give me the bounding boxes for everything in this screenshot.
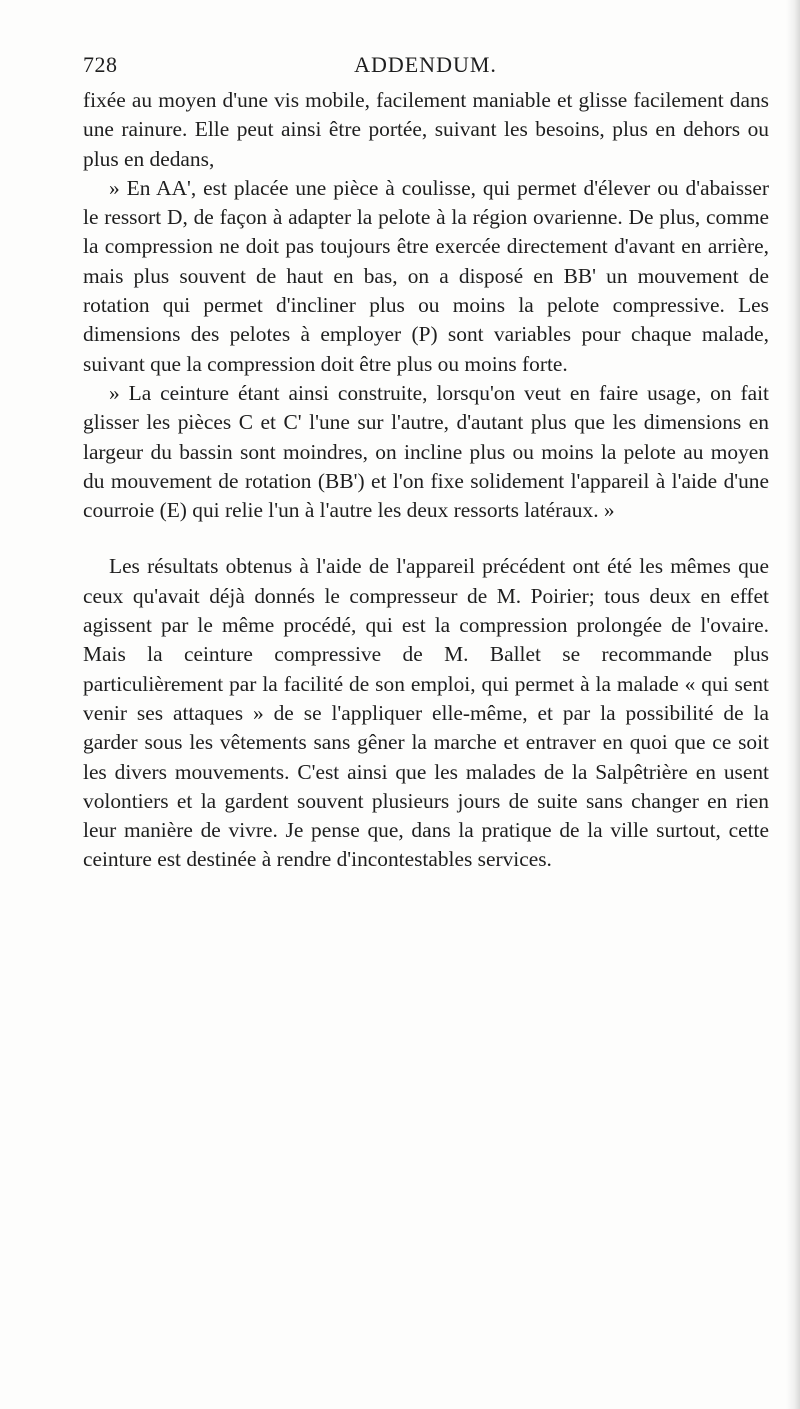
paragraph-1: fixée au moyen d'une vis mobile, facilement maniable et glisse facilement dans une rainure. Elle peut ainsi être portée, suivant les besoins, plus en dehors ou plus en dedans, (83, 88, 769, 171)
body-text (83, 86, 769, 875)
running-title: ADDENDUM. (354, 52, 497, 77)
page-edge-shadow (786, 0, 800, 1409)
paragraph-4: Les résultats obtenus à l'aide de l'appareil précédent ont été les mêmes que ceux qu'avait déjà donnés le compresseur de M. Poirier; tous deux en effet agissent par le même procédé, qui est la compression prolongée de l'ovaire. Mais la ceinture compressive de M. Ballet se recommande plus particulièrement par la facilité de son emploi, qui permet à la malade « qui sent venir ses attaques » de se l'appliquer elle-même, et par la possibilité de la garder sous les vêtements sans gêner la marche et entraver en quoi que ce soit les divers mouvements. C'est ainsi que les malades de la Salpêtrière en usent volontiers et la gardent souvent plusieurs jours de suite sans changer en rien leur manière de vivre. Je pense que, dans la pratique de la ville surtout, cette ceinture est destinée à rendre d'incontestables services. (83, 554, 769, 872)
page-header (83, 52, 768, 82)
paragraph-2: » En AA', est placée une pièce à coulisse, qui permet d'élever ou d'abaisser le ressort D, de façon à adapter la pelote à la région ovarienne. De plus, comme la compression ne doit pas toujours être exercée directement d'avant en arrière, mais plus souvent de haut en bas, on a disposé en BB' un mouvement de rotation qui permet d'incliner plus ou moins la pelote compressive. Les dimensions des pelotes à employer (P) sont variables pour chaque malade, suivant que la compression doit être plus ou moins forte. (83, 175, 769, 376)
page-number: 728 (83, 52, 118, 77)
paragraph-3: » La ceinture étant ainsi construite, lorsqu'on veut en faire usage, on fait glisser les pièces C et C' l'une sur l'autre, d'autant plus que les dimensions en largeur du bassin sont moindres, on incline plus ou moins la pelote au moyen du mouvement de rotation (BB') et l'on fixe solidement l'appareil à l'aide d'une courroie (E) qui relie l'un à l'autre les deux ressorts latéraux. » (83, 380, 769, 523)
